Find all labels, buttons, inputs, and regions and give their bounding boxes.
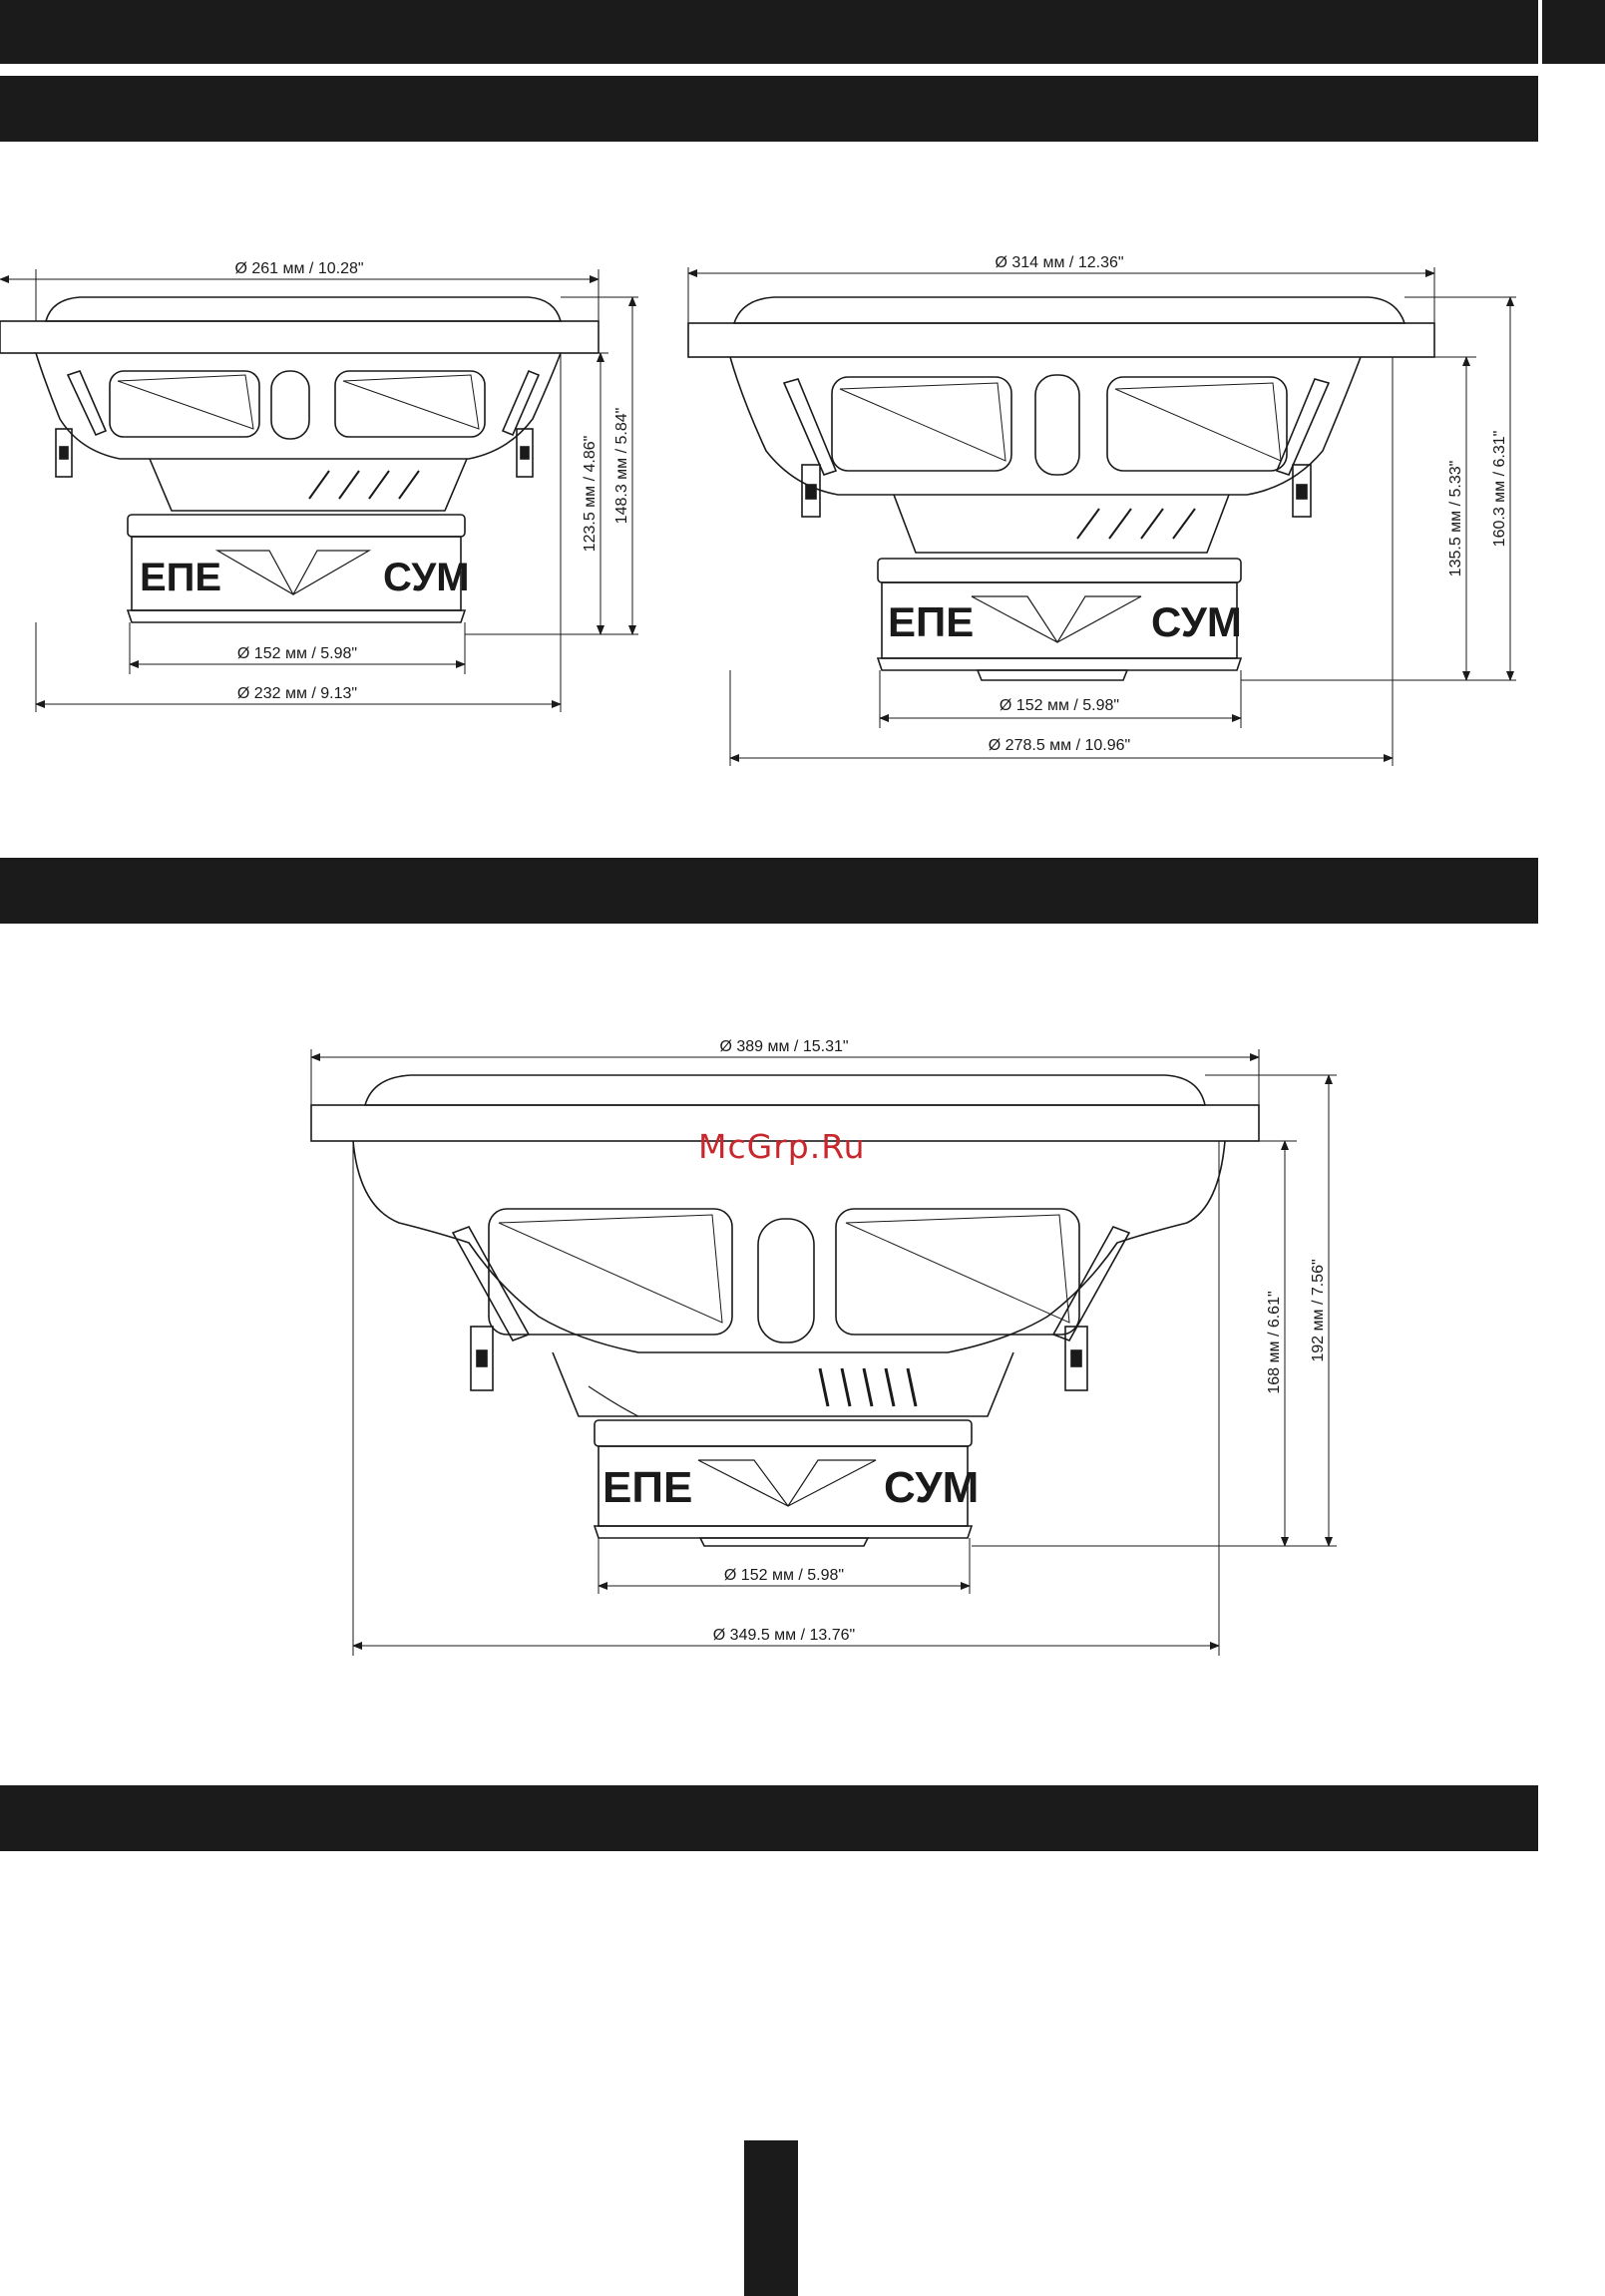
sub10-depth-mount: 123.5 мм / 4.86" xyxy=(582,435,599,553)
speaker-diagram-12 xyxy=(688,267,1516,766)
svg-text:ЕПЕ: ЕПЕ xyxy=(140,556,222,599)
sub12-mount-diameter: Ø 278.5 мм / 10.96" xyxy=(988,737,1131,754)
sub10-outer-diameter: Ø 261 мм / 10.28" xyxy=(234,260,364,277)
sub10-mount-diameter: Ø 232 мм / 9.13" xyxy=(236,685,358,702)
sub15-depth-mount: 168 мм / 6.61" xyxy=(1266,1291,1283,1394)
sub10-depth-total: 148.3 мм / 5.84" xyxy=(613,407,630,525)
sub15-depth-total: 192 мм / 7.56" xyxy=(1310,1259,1327,1362)
sub15-outer-diameter: Ø 389 мм / 15.31" xyxy=(719,1038,849,1055)
svg-text:СУМ: СУМ xyxy=(884,1463,980,1512)
sub15-magnet-diameter: Ø 152 мм / 5.98" xyxy=(723,1567,845,1584)
svg-text:ЕПЕ: ЕПЕ xyxy=(888,598,975,645)
sub12-magnet-diameter: Ø 152 мм / 5.98" xyxy=(999,697,1120,714)
sub12-depth-mount: 135.5 мм / 5.33" xyxy=(1447,460,1464,577)
sub12-outer-diameter: Ø 314 мм / 12.36" xyxy=(995,254,1124,271)
sub15-mount-diameter: Ø 349.5 мм / 13.76" xyxy=(712,1627,856,1644)
sub10-magnet-diameter: Ø 152 мм / 5.98" xyxy=(236,645,358,662)
svg-text:ЕПЕ: ЕПЕ xyxy=(602,1463,693,1512)
watermark: McGrp.Ru xyxy=(698,1127,866,1166)
sub12-depth-total: 160.3 мм / 6.31" xyxy=(1491,430,1508,548)
svg-text:СУМ: СУМ xyxy=(383,556,470,599)
svg-text:СУМ: СУМ xyxy=(1151,598,1242,645)
page-number-tab xyxy=(744,2140,798,2296)
